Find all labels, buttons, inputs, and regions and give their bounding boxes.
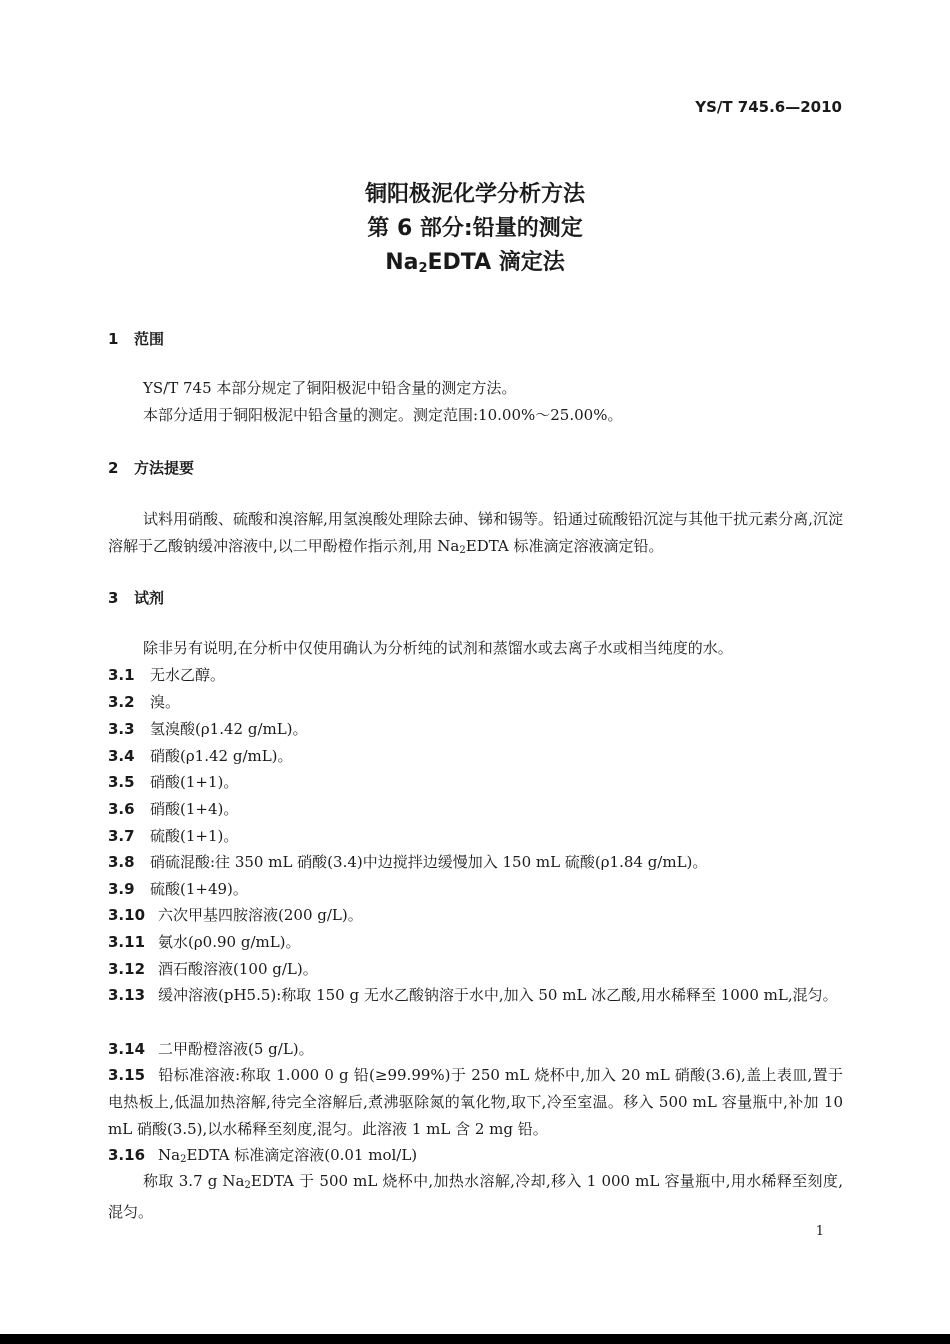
reagent-item: 3.4 硝酸(ρ1.42 g/mL)。: [108, 743, 843, 770]
item-number: 3.8: [108, 853, 135, 871]
section-heading-reagents: 3 试剂: [108, 589, 165, 607]
section-heading-principle: 2 方法提要: [108, 459, 195, 477]
reagent-item: 3.15 铅标准溶液:称取 1.000 0 g 铅(≥99.99%)于 250 mL 烧杯中,加入 20 mL 硝酸(3.6),盖上表皿,置于电热板上,低温加热溶解,待完全溶解后,煮沸驱除氮的氧化物,取下,冷至室温。移入 500 mL 容量瓶中,补加 10 mL 硝酸(3.5),以水稀释至刻度,混匀。此溶液 1 mL 含 2 mg 铅。: [108, 1062, 843, 1143]
reagent-item: 3.16 $Na_2EDTA$ 标准滴定溶液(0.01 mol/L): [108, 1142, 843, 1173]
reagent-item: 3.12 酒石酸溶液(100 g/L)。: [108, 956, 843, 983]
reagent-item: 3.11 氨水(ρ0.90 g/mL)。: [108, 929, 843, 956]
title-line-1: 铜阳极泥化学分析方法: [364, 182, 585, 207]
reagent-item: 3.10 六次甲基四胺溶液(200 g/L)。: [108, 902, 843, 929]
item-number: 3.2: [108, 693, 135, 711]
section-heading-scope: 1 范围: [108, 330, 165, 348]
reagents-intro: 除非另有说明,在分析中仅使用确认为分析纯的试剂和蒸馏水或去离子水或相当纯度的水。: [143, 639, 733, 657]
item-number: 3.5: [108, 773, 135, 791]
item-number: 3.16: [108, 1146, 146, 1164]
reagent-item: 3.14 二甲酚橙溶液(5 g/L)。: [108, 1036, 843, 1063]
title-line-2: 第 6 部分:铅量的测定: [367, 216, 583, 241]
reagent-item: 3.7 硫酸(1+1)。: [108, 823, 843, 850]
reagent-item: 3.5 硝酸(1+1)。: [108, 769, 843, 796]
item-number: 3.4: [108, 747, 135, 765]
reagent-item: 3.2 溴。: [108, 689, 843, 716]
title-line-3: $Na_2EDTA$ 滴定法: [385, 250, 565, 276]
item-number: 3.6: [108, 800, 135, 818]
item-number: 3.11: [108, 933, 146, 951]
reagent-item: 3.8 硝硫混酸:往 350 mL 硝酸(3.4)中边搅拌边缓慢加入 150 mL 硫酸(ρ1.84 g/mL)。: [108, 849, 843, 876]
item-number: 3.3: [108, 720, 135, 738]
scope-paragraph-2: 本部分适用于铜阳极泥中铅含量的测定。测定范围:10.00%～25.00%。: [143, 406, 623, 424]
item-number: 3.10: [108, 906, 146, 924]
reagent-item: 3.9 硫酸(1+49)。: [108, 876, 843, 903]
item-number: 3.13: [108, 986, 146, 1004]
reagent-item-detail: 称取 3.7 g $Na_2EDTA$ 于 500 mL 烧杯中,加热水溶解,冷却,移入 1 000 mL 容量瓶中,用水稀释至刻度,混匀。: [108, 1172, 843, 1221]
bottom-edge: [0, 1334, 950, 1344]
item-number: 3.14: [108, 1040, 146, 1058]
standard-code: YS/T 745.6—2010: [695, 98, 842, 116]
reagent-item: 3.6 硝酸(1+4)。: [108, 796, 843, 823]
page-number: 1: [815, 1224, 824, 1239]
reagent-item: 3.1 无水乙醇。: [108, 662, 843, 689]
principle-paragraph: 试料用硝酸、硫酸和溴溶解,用氢溴酸处理除去砷、锑和锡等。铅通过硫酸铅沉淀与其他干扰元素分离,沉淀溶解于乙酸钠缓冲溶液中,以二甲酚橙作指示剂,用 $Na_2EDTA$ 标准滴定溶液滴定铅。: [108, 510, 843, 556]
item-number: 3.7: [108, 827, 135, 845]
item-number: 3.1: [108, 666, 135, 684]
scope-paragraph-1: YS/T 745 本部分规定了铜阳极泥中铅含量的测定方法。: [143, 379, 517, 397]
item-number: 3.9: [108, 880, 135, 898]
reagent-item: 3.3 氢溴酸(ρ1.42 g/mL)。: [108, 716, 843, 743]
item-number: 3.12: [108, 960, 146, 978]
item-number: 3.15: [108, 1066, 146, 1084]
reagent-item: 3.13 缓冲溶液(pH5.5):称取 150 g 无水乙酸钠溶于水中,加入 50 mL 冰乙酸,用水稀释至 1000 mL,混匀。: [108, 982, 843, 1009]
